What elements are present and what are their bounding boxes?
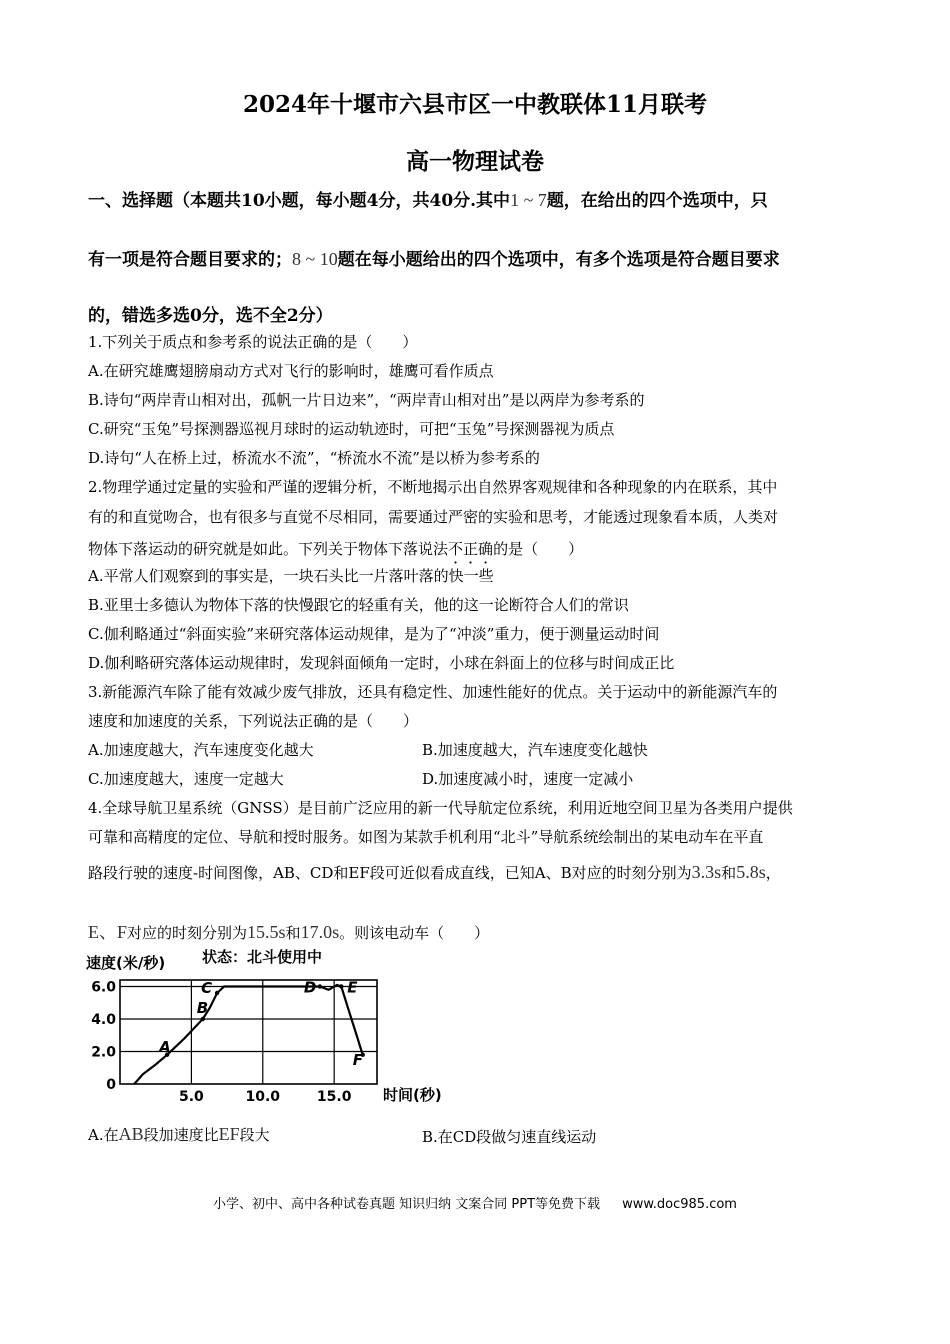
- point-label-e: E: [347, 978, 358, 997]
- q4-stem-line1: 4.全球导航卫星系统（GNSS）是目前广泛应用的新一代导航定位系统，利用近地空间卫星为各类用户提供: [88, 799, 793, 817]
- math-points: E、F: [88, 922, 128, 942]
- q4-stem-line4: [88, 918, 489, 944]
- y-tick-label: 4.0: [91, 1012, 116, 1028]
- q3-option-d: D.加速度减小时，速度一定减小: [422, 770, 634, 788]
- point-label-d: D: [303, 978, 317, 997]
- text-segment: 和: [721, 864, 737, 882]
- q3-option-a: A.加速度越大，汽车速度变化越大: [88, 741, 314, 759]
- q4-option-a: [88, 1124, 270, 1145]
- point-label-c: C: [201, 979, 213, 997]
- q1-option-b: B.诗句“两岸青山相对出，孤帆一片日边来”，“两岸青山相对出”是以两岸为参考系的: [88, 391, 645, 409]
- emphasis-char: 确: [478, 540, 494, 558]
- section-heading-line1: [88, 186, 868, 211]
- point-label-b: B: [196, 999, 209, 1017]
- point-marker-b: [201, 1017, 205, 1021]
- point-marker-d: [318, 984, 322, 988]
- page-footer: [0, 1193, 950, 1212]
- section-heading-line3: 的，错选多选0分，选不全2分）: [88, 306, 333, 326]
- text-segment: 段大: [239, 1126, 270, 1144]
- y-tick-label: 2.0: [91, 1044, 116, 1061]
- text-segment: 物体下落运动的研究就是如此。下列关于物体下落说法: [88, 540, 449, 558]
- point-marker-c: [215, 991, 219, 995]
- text-segment: 和: [285, 924, 301, 942]
- point-marker-e: [339, 984, 343, 988]
- math-segment: AB: [118, 1124, 144, 1144]
- x-tick-label: 5.0: [178, 1089, 204, 1105]
- chart-title: 状态：北斗使用中: [202, 948, 323, 966]
- q2-stem-line1: 2.物理学通过定量的实验和严谨的逻辑分析，不断地揭示出自然界客观规律和各种现象的内在联系，其中: [88, 478, 778, 496]
- chart-x-ticks: [179, 1089, 352, 1105]
- text-segment: 一、选择题（本题共10小题，每小题4分，共40分.其中: [88, 191, 511, 211]
- footer-url: www.doc985.com: [622, 1197, 737, 1212]
- math-time: 3.3s: [691, 862, 722, 882]
- math-time: 5.8s: [736, 862, 766, 882]
- section-heading-line2: [88, 245, 868, 270]
- q1-option-a: A.在研究雄鹰翅膀扇动方式对飞行的影响时，雄鹰可看作质点: [88, 362, 494, 380]
- chart-ylabel: 速度(米/秒): [86, 954, 166, 972]
- q2-option-a: A.平常人们观察到的事实是，一块石头比一片落叶落的快一些: [88, 567, 494, 585]
- text-segment: 。则该电动车（ ）: [339, 924, 490, 942]
- text-segment: 题，在给出的四个选项中，只: [546, 191, 768, 211]
- q4-stem-line2: 可靠和高精度的定位、导航和授时服务。如图为某款手机利用“北斗”导航系统绘制出的某电动车在平直: [88, 828, 764, 846]
- text-segment: A.在: [88, 1126, 119, 1144]
- q3-option-b: B.加速度越大，汽车速度变化越快: [422, 741, 648, 759]
- point-label-a: A: [159, 1037, 171, 1056]
- q2-stem-line2: 有的和直觉吻合，也有很多与直觉不尽相同，需要通过严密的实验和思考，才能透过现象看本质，人类对: [88, 508, 779, 526]
- math-segment: EF: [218, 1124, 240, 1144]
- q3-stem-line2: 速度和加速度的关系，下列说法正确的是（ ）: [88, 712, 419, 730]
- x-tick-label: 15.0: [316, 1089, 352, 1105]
- math-range: 1 ~ 7: [510, 190, 547, 210]
- exam-title: 2024年十堰市六县市区一中教联体11月联考: [242, 91, 708, 118]
- q4-option-b: B.在CD段做匀速直线运动: [422, 1128, 597, 1146]
- text-segment: 有一项是符合题目要求的；: [88, 250, 292, 270]
- text-segment: 路段行驶的速度-时间图像，AB、CD和EF段可近似看成直线，已知A、B对应的时刻分别为: [88, 864, 692, 882]
- q1-option-c: C.研究“玉兔”号探测器巡视月球时的运动轨迹时，可把“玉兔”号探测器视为质点: [88, 420, 615, 438]
- velocity-curve: [134, 985, 362, 1084]
- text-segment: ，: [765, 864, 781, 882]
- exam-subtitle: 高一物理试卷: [406, 148, 544, 175]
- math-time: 15.5s: [247, 922, 286, 942]
- q2-option-d: D.伽利略研究落体运动规律时，发现斜面倾角一定时，小球在斜面上的位移与时间成正比: [88, 654, 675, 672]
- text-segment: 题在每小题给出的四个选项中，有多个选项是符合题目要求: [337, 250, 780, 270]
- q4-stem-line3: [88, 862, 781, 883]
- footer-text: 小学、初中、高中各种试卷真题 知识归纳 文案合同 PPT等免费下载: [213, 1197, 601, 1212]
- q1-stem: 1.下列关于质点和参考系的说法正确的是（ ）: [88, 333, 418, 351]
- chart-xlabel: 时间(秒): [383, 1086, 442, 1104]
- q3-stem-line1: 3.新能源汽车除了能有效减少废气排放，还具有稳定性、加速性能好的优点。关于运动中的新能源汽车的: [88, 683, 778, 701]
- text-segment: 的是（ ）: [493, 540, 584, 558]
- text-segment: 段加速度比: [143, 1126, 219, 1144]
- velocity-time-chart: [80, 942, 460, 1112]
- y-tick-label: 0: [106, 1077, 116, 1093]
- q3-option-c: C.加速度越大，速度一定越大: [88, 770, 284, 788]
- emphasis-char: 正: [463, 540, 479, 558]
- q1-option-d: D.诗句“人在桥上过，桥流水不流”，“桥流水不流”是以桥为参考系的: [88, 449, 540, 467]
- math-range: 8 ~ 10: [292, 249, 338, 269]
- y-tick-label: 6.0: [91, 979, 116, 996]
- math-time: 17.0s: [300, 922, 340, 942]
- point-label-f: F: [352, 1050, 363, 1069]
- q2-option-c: C.伽利略通过“斜面实验”来研究落体运动规律，是为了“冲淡”重力，便于测量运动时间: [88, 625, 660, 643]
- chart-grid: [120, 980, 377, 1084]
- x-tick-label: 10.0: [245, 1089, 281, 1105]
- chart-frame: [120, 980, 377, 1084]
- q2-stem-line3: [88, 538, 583, 559]
- emphasis-char: 不: [448, 540, 464, 558]
- q2-option-b: B.亚里士多德认为物体下落的快慢跟它的轻重有关，他的这一论断符合人们的常识: [88, 596, 629, 614]
- chart-y-ticks: [91, 980, 116, 1094]
- text-segment: 对应的时刻分别为: [127, 924, 248, 942]
